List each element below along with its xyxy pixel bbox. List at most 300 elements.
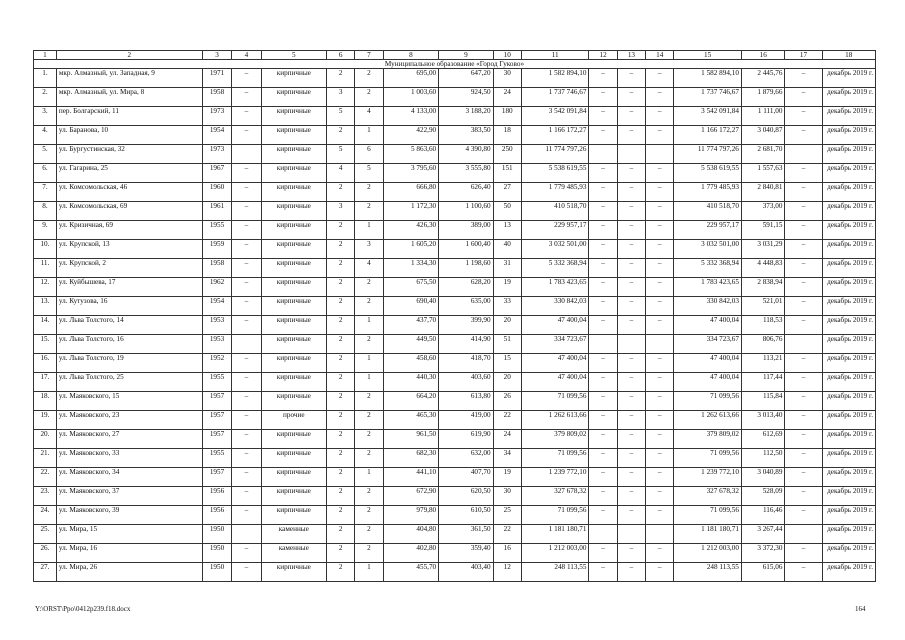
year-built-cell: 1957: [202, 411, 231, 430]
row-number-cell: 18.: [34, 392, 57, 411]
cost-local-cell: –: [646, 107, 674, 126]
cost-federal-cell: –: [589, 126, 617, 145]
year-built-cell: 1958: [202, 259, 231, 278]
residents-cell: 24: [493, 88, 521, 107]
address-cell: ул. Кризичная, 69: [56, 221, 202, 240]
floors-cell: 2: [326, 525, 354, 544]
table-row: [34, 430, 876, 449]
cost-local-cell: –: [646, 430, 674, 449]
total-area-cell: 402,80: [383, 544, 439, 563]
cost-per-sqm-cell: 3 040,87: [741, 126, 785, 145]
table-row: [34, 240, 876, 259]
column-number-cell: 1: [34, 51, 57, 60]
year-built-cell: 1955: [202, 373, 231, 392]
floors-cell: 5: [326, 107, 354, 126]
cost-total-cell: 1 239 772,10: [521, 468, 589, 487]
completion-date-cell: декабрь 2019 г.: [822, 145, 876, 164]
table-row: [34, 335, 876, 354]
year-built-cell: 1958: [202, 88, 231, 107]
cost-regional-cell: –: [617, 411, 645, 430]
residents-cell: 18: [493, 126, 521, 145]
wall-material-cell: кирпичные: [261, 202, 326, 221]
year-reconstructed-cell: –: [232, 202, 261, 221]
living-area-cell: 407,70: [439, 468, 493, 487]
floors-cell: 2: [326, 487, 354, 506]
cost-owners-cell: 410 518,70: [674, 202, 742, 221]
year-built-cell: 1959: [202, 240, 231, 259]
cost-federal-cell: –: [589, 316, 617, 335]
cost-federal-cell: –: [589, 164, 617, 183]
column-number-cell: 17: [785, 51, 822, 60]
total-area-cell: 449,50: [383, 335, 439, 354]
cost-owners-cell: 71 099,56: [674, 392, 742, 411]
address-cell: ул. Мира, 16: [56, 544, 202, 563]
wall-material-cell: кирпичные: [261, 506, 326, 525]
cost-total-cell: 47 400,04: [521, 354, 589, 373]
living-area-cell: 389,00: [439, 221, 493, 240]
year-built-cell: 1954: [202, 297, 231, 316]
row-number-cell: 17.: [34, 373, 57, 392]
cost-owners-cell: 47 400,04: [674, 316, 742, 335]
residents-cell: 19: [493, 468, 521, 487]
wall-material-cell: кирпичные: [261, 88, 326, 107]
cost-federal-cell: –: [589, 297, 617, 316]
year-built-cell: 1973: [202, 145, 231, 164]
year-built-cell: 1957: [202, 430, 231, 449]
cost-per-sqm-cell: 112,50: [741, 449, 785, 468]
table-row: [34, 411, 876, 430]
table-row: [34, 126, 876, 145]
address-cell: ул. Комсомольская, 46: [56, 183, 202, 202]
cost-local-cell: –: [646, 164, 674, 183]
year-built-cell: 1954: [202, 126, 231, 145]
wall-material-cell: каменные: [261, 525, 326, 544]
total-area-cell: 979,80: [383, 506, 439, 525]
wall-material-cell: кирпичные: [261, 468, 326, 487]
cost-regional-cell: –: [617, 297, 645, 316]
completion-date-cell: декабрь 2019 г.: [822, 449, 876, 468]
year-built-cell: 1953: [202, 335, 231, 354]
column-17-cell: [785, 145, 822, 164]
entrances-cell: 2: [355, 411, 383, 430]
cost-regional-cell: –: [617, 468, 645, 487]
cost-total-cell: 1 783 423,65: [521, 278, 589, 297]
cost-local-cell: –: [646, 373, 674, 392]
column-17-cell: [785, 525, 822, 544]
residents-cell: 22: [493, 411, 521, 430]
completion-date-cell: декабрь 2019 г.: [822, 221, 876, 240]
cost-per-sqm-cell: 615,06: [741, 563, 785, 582]
floors-cell: 2: [326, 183, 354, 202]
living-area-cell: 632,00: [439, 449, 493, 468]
cost-local-cell: –: [646, 278, 674, 297]
cost-local-cell: –: [646, 69, 674, 88]
cost-federal-cell: –: [589, 183, 617, 202]
living-area-cell: 361,50: [439, 525, 493, 544]
cost-regional-cell: –: [617, 259, 645, 278]
column-number-cell: 10: [493, 51, 521, 60]
cost-per-sqm-cell: 116,46: [741, 506, 785, 525]
column-17-cell: –: [785, 259, 822, 278]
file-path: Y:\ORST\Ppo\0412p239.f18.docx: [35, 605, 131, 613]
cost-regional-cell: –: [617, 88, 645, 107]
table-row: [34, 449, 876, 468]
entrances-cell: 2: [355, 506, 383, 525]
cost-total-cell: 327 678,32: [521, 487, 589, 506]
column-17-cell: –: [785, 354, 822, 373]
entrances-cell: 1: [355, 354, 383, 373]
cost-per-sqm-cell: 115,84: [741, 392, 785, 411]
cost-total-cell: 3 542 091,84: [521, 107, 589, 126]
cost-local-cell: –: [646, 259, 674, 278]
cost-per-sqm-cell: 612,69: [741, 430, 785, 449]
cost-owners-cell: 5 332 368,94: [674, 259, 742, 278]
column-number-row: [34, 51, 876, 60]
year-reconstructed-cell: –: [232, 297, 261, 316]
cost-total-cell: 1 737 746,67: [521, 88, 589, 107]
total-area-cell: 458,60: [383, 354, 439, 373]
total-area-cell: 695,00: [383, 69, 439, 88]
column-17-cell: –: [785, 164, 822, 183]
total-area-cell: 5 863,60: [383, 145, 439, 164]
table-row: [34, 145, 876, 164]
year-reconstructed-cell: –: [232, 544, 261, 563]
address-cell: ул. Гагарина, 25: [56, 164, 202, 183]
cost-regional-cell: [617, 145, 645, 164]
address-cell: ул. Маяковского, 37: [56, 487, 202, 506]
cost-regional-cell: –: [617, 278, 645, 297]
completion-date-cell: декабрь 2019 г.: [822, 373, 876, 392]
year-built-cell: 1956: [202, 506, 231, 525]
cost-federal-cell: –: [589, 468, 617, 487]
floors-cell: 2: [326, 278, 354, 297]
year-reconstructed-cell: –: [232, 69, 261, 88]
floors-cell: 2: [326, 506, 354, 525]
wall-material-cell: кирпичные: [261, 240, 326, 259]
cost-owners-cell: 229 957,17: [674, 221, 742, 240]
column-number-cell: 9: [439, 51, 493, 60]
table-row: [34, 164, 876, 183]
table-row: [34, 525, 876, 544]
cost-federal-cell: –: [589, 430, 617, 449]
entrances-cell: 6: [355, 145, 383, 164]
cost-federal-cell: –: [589, 563, 617, 582]
year-built-cell: 1971: [202, 69, 231, 88]
total-area-cell: 682,30: [383, 449, 439, 468]
year-built-cell: 1962: [202, 278, 231, 297]
cost-regional-cell: –: [617, 506, 645, 525]
column-number-cell: 5: [261, 51, 326, 60]
row-number-cell: 12.: [34, 278, 57, 297]
total-area-cell: 690,40: [383, 297, 439, 316]
wall-material-cell: кирпичные: [261, 221, 326, 240]
cost-federal-cell: –: [589, 69, 617, 88]
row-number-cell: 7.: [34, 183, 57, 202]
column-17-cell: –: [785, 411, 822, 430]
cost-total-cell: 71 099,56: [521, 506, 589, 525]
cost-owners-cell: 1 582 894,10: [674, 69, 742, 88]
year-reconstructed-cell: –: [232, 392, 261, 411]
cost-owners-cell: 379 809,02: [674, 430, 742, 449]
cost-federal-cell: –: [589, 88, 617, 107]
address-cell: ул. Мира, 15: [56, 525, 202, 544]
wall-material-cell: кирпичные: [261, 392, 326, 411]
completion-date-cell: декабрь 2019 г.: [822, 164, 876, 183]
address-cell: ул. Маяковского, 39: [56, 506, 202, 525]
row-number-cell: 21.: [34, 449, 57, 468]
column-17-cell: –: [785, 107, 822, 126]
wall-material-cell: кирпичные: [261, 335, 326, 354]
column-number-cell: 18: [822, 51, 876, 60]
cost-per-sqm-cell: 113,21: [741, 354, 785, 373]
completion-date-cell: декабрь 2019 г.: [822, 506, 876, 525]
completion-date-cell: декабрь 2019 г.: [822, 525, 876, 544]
entrances-cell: 2: [355, 202, 383, 221]
cost-owners-cell: 1 239 772,10: [674, 468, 742, 487]
cost-total-cell: 334 723,67: [521, 335, 589, 354]
wall-material-cell: кирпичные: [261, 563, 326, 582]
residents-cell: 151: [493, 164, 521, 183]
row-number-cell: 4.: [34, 126, 57, 145]
column-17-cell: –: [785, 240, 822, 259]
row-number-cell: 14.: [34, 316, 57, 335]
residents-cell: 27: [493, 183, 521, 202]
year-reconstructed-cell: –: [232, 126, 261, 145]
row-number-cell: 5.: [34, 145, 57, 164]
cost-owners-cell: 327 678,32: [674, 487, 742, 506]
residents-cell: 12: [493, 563, 521, 582]
year-built-cell: 1973: [202, 107, 231, 126]
entrances-cell: 3: [355, 240, 383, 259]
completion-date-cell: декабрь 2019 г.: [822, 487, 876, 506]
cost-owners-cell: 71 099,56: [674, 506, 742, 525]
residents-cell: 33: [493, 297, 521, 316]
wall-material-cell: прочие: [261, 411, 326, 430]
floors-cell: 5: [326, 145, 354, 164]
year-reconstructed-cell: [232, 335, 261, 354]
address-cell: ул. Льва Толстого, 25: [56, 373, 202, 392]
living-area-cell: 3 188,20: [439, 107, 493, 126]
cost-regional-cell: –: [617, 392, 645, 411]
address-cell: ул. Маяковского, 27: [56, 430, 202, 449]
year-reconstructed-cell: [232, 525, 261, 544]
entrances-cell: 4: [355, 107, 383, 126]
cost-federal-cell: [589, 145, 617, 164]
cost-federal-cell: –: [589, 354, 617, 373]
total-area-cell: 437,70: [383, 316, 439, 335]
entrances-cell: 4: [355, 259, 383, 278]
total-area-cell: 672,90: [383, 487, 439, 506]
cost-total-cell: 229 957,17: [521, 221, 589, 240]
residents-cell: 31: [493, 259, 521, 278]
row-number-cell: 23.: [34, 487, 57, 506]
cost-total-cell: 71 099,56: [521, 449, 589, 468]
housing-register-table: [33, 50, 876, 582]
address-cell: ул. Маяковского, 15: [56, 392, 202, 411]
total-area-cell: 3 795,60: [383, 164, 439, 183]
floors-cell: 2: [326, 221, 354, 240]
column-17-cell: –: [785, 88, 822, 107]
wall-material-cell: кирпичные: [261, 449, 326, 468]
year-reconstructed-cell: –: [232, 107, 261, 126]
living-area-cell: 399,90: [439, 316, 493, 335]
wall-material-cell: кирпичные: [261, 145, 326, 164]
column-17-cell: –: [785, 392, 822, 411]
residents-cell: 30: [493, 69, 521, 88]
cost-regional-cell: –: [617, 430, 645, 449]
address-cell: ул. Маяковского, 34: [56, 468, 202, 487]
cost-owners-cell: 1 262 613,66: [674, 411, 742, 430]
cost-owners-cell: 330 842,03: [674, 297, 742, 316]
cost-per-sqm-cell: 4 448,83: [741, 259, 785, 278]
address-cell: ул. Мира, 26: [56, 563, 202, 582]
residents-cell: 180: [493, 107, 521, 126]
table-row: [34, 544, 876, 563]
year-reconstructed-cell: –: [232, 411, 261, 430]
floors-cell: 2: [326, 411, 354, 430]
cost-total-cell: 5 332 368,94: [521, 259, 589, 278]
row-number-cell: 11.: [34, 259, 57, 278]
residents-cell: 50: [493, 202, 521, 221]
row-number-cell: 8.: [34, 202, 57, 221]
residents-cell: 16: [493, 544, 521, 563]
cost-federal-cell: [589, 335, 617, 354]
cost-local-cell: –: [646, 221, 674, 240]
living-area-cell: 3 555,80: [439, 164, 493, 183]
cost-total-cell: 47 400,04: [521, 373, 589, 392]
address-cell: ул. Кутузова, 16: [56, 297, 202, 316]
cost-per-sqm-cell: 1 111,00: [741, 107, 785, 126]
cost-regional-cell: –: [617, 354, 645, 373]
total-area-cell: 1 003,60: [383, 88, 439, 107]
table-row: [34, 278, 876, 297]
total-area-cell: 1 172,30: [383, 202, 439, 221]
total-area-cell: 1 334,30: [383, 259, 439, 278]
column-17-cell: –: [785, 202, 822, 221]
year-built-cell: 1960: [202, 183, 231, 202]
living-area-cell: 418,70: [439, 354, 493, 373]
floors-cell: 3: [326, 88, 354, 107]
cost-regional-cell: –: [617, 316, 645, 335]
cost-local-cell: [646, 335, 674, 354]
cost-owners-cell: 47 400,04: [674, 373, 742, 392]
cost-per-sqm-cell: 2 445,76: [741, 69, 785, 88]
year-reconstructed-cell: –: [232, 487, 261, 506]
total-area-cell: 440,30: [383, 373, 439, 392]
address-cell: ул. Баранова, 10: [56, 126, 202, 145]
residents-cell: 40: [493, 240, 521, 259]
total-area-cell: 1 605,20: [383, 240, 439, 259]
column-number-cell: 12: [589, 51, 617, 60]
year-built-cell: 1950: [202, 525, 231, 544]
row-number-cell: 26.: [34, 544, 57, 563]
completion-date-cell: декабрь 2019 г.: [822, 316, 876, 335]
address-cell: ул. Маяковского, 23: [56, 411, 202, 430]
cost-per-sqm-cell: 1 557,63: [741, 164, 785, 183]
cost-per-sqm-cell: 3 267,44: [741, 525, 785, 544]
total-area-cell: 426,30: [383, 221, 439, 240]
cost-local-cell: –: [646, 506, 674, 525]
cost-local-cell: –: [646, 468, 674, 487]
address-cell: ул. Куйбышева, 17: [56, 278, 202, 297]
column-number-cell: 6: [326, 51, 354, 60]
address-cell: пер. Болгарский, 11: [56, 107, 202, 126]
cost-local-cell: –: [646, 316, 674, 335]
cost-total-cell: 410 518,70: [521, 202, 589, 221]
cost-per-sqm-cell: 118,53: [741, 316, 785, 335]
entrances-cell: 2: [355, 335, 383, 354]
address-cell: ул. Льва Толстого, 14: [56, 316, 202, 335]
column-17-cell: –: [785, 487, 822, 506]
table-row: [34, 297, 876, 316]
floors-cell: 2: [326, 259, 354, 278]
residents-cell: 20: [493, 373, 521, 392]
wall-material-cell: кирпичные: [261, 126, 326, 145]
cost-federal-cell: –: [589, 544, 617, 563]
cost-local-cell: –: [646, 449, 674, 468]
floors-cell: 2: [326, 468, 354, 487]
cost-per-sqm-cell: 3 031,29: [741, 240, 785, 259]
cost-local-cell: –: [646, 563, 674, 582]
completion-date-cell: декабрь 2019 г.: [822, 126, 876, 145]
table-row: [34, 202, 876, 221]
cost-owners-cell: 11 774 797,26: [674, 145, 742, 164]
year-built-cell: 1956: [202, 487, 231, 506]
cost-federal-cell: –: [589, 278, 617, 297]
row-number-cell: 16.: [34, 354, 57, 373]
wall-material-cell: кирпичные: [261, 278, 326, 297]
year-reconstructed-cell: –: [232, 164, 261, 183]
address-cell: ул. Крупской, 13: [56, 240, 202, 259]
living-area-cell: 359,40: [439, 544, 493, 563]
living-area-cell: 613,80: [439, 392, 493, 411]
municipality-title: Муниципальное образование «Город Гуково»: [34, 60, 876, 69]
cost-per-sqm-cell: 2 681,70: [741, 145, 785, 164]
column-17-cell: –: [785, 297, 822, 316]
table-row: [34, 373, 876, 392]
cost-regional-cell: –: [617, 544, 645, 563]
residents-cell: 51: [493, 335, 521, 354]
living-area-cell: 383,50: [439, 126, 493, 145]
floors-cell: 3: [326, 202, 354, 221]
year-built-cell: 1953: [202, 316, 231, 335]
floors-cell: 2: [326, 563, 354, 582]
column-17-cell: –: [785, 563, 822, 582]
column-17-cell: –: [785, 221, 822, 240]
cost-per-sqm-cell: 2 840,81: [741, 183, 785, 202]
table-row: [34, 88, 876, 107]
year-built-cell: 1955: [202, 449, 231, 468]
living-area-cell: 1 100,60: [439, 202, 493, 221]
year-reconstructed-cell: –: [232, 183, 261, 202]
wall-material-cell: кирпичные: [261, 487, 326, 506]
entrances-cell: 1: [355, 221, 383, 240]
year-reconstructed-cell: –: [232, 240, 261, 259]
cost-total-cell: 1 779 485,93: [521, 183, 589, 202]
total-area-cell: 664,20: [383, 392, 439, 411]
column-17-cell: –: [785, 449, 822, 468]
cost-regional-cell: –: [617, 69, 645, 88]
cost-per-sqm-cell: 591,15: [741, 221, 785, 240]
table-row: [34, 392, 876, 411]
cost-federal-cell: –: [589, 506, 617, 525]
cost-total-cell: 1 582 894,10: [521, 69, 589, 88]
wall-material-cell: кирпичные: [261, 373, 326, 392]
column-number-cell: 15: [674, 51, 742, 60]
cost-local-cell: –: [646, 411, 674, 430]
column-17-cell: –: [785, 278, 822, 297]
cost-owners-cell: 334 723,67: [674, 335, 742, 354]
